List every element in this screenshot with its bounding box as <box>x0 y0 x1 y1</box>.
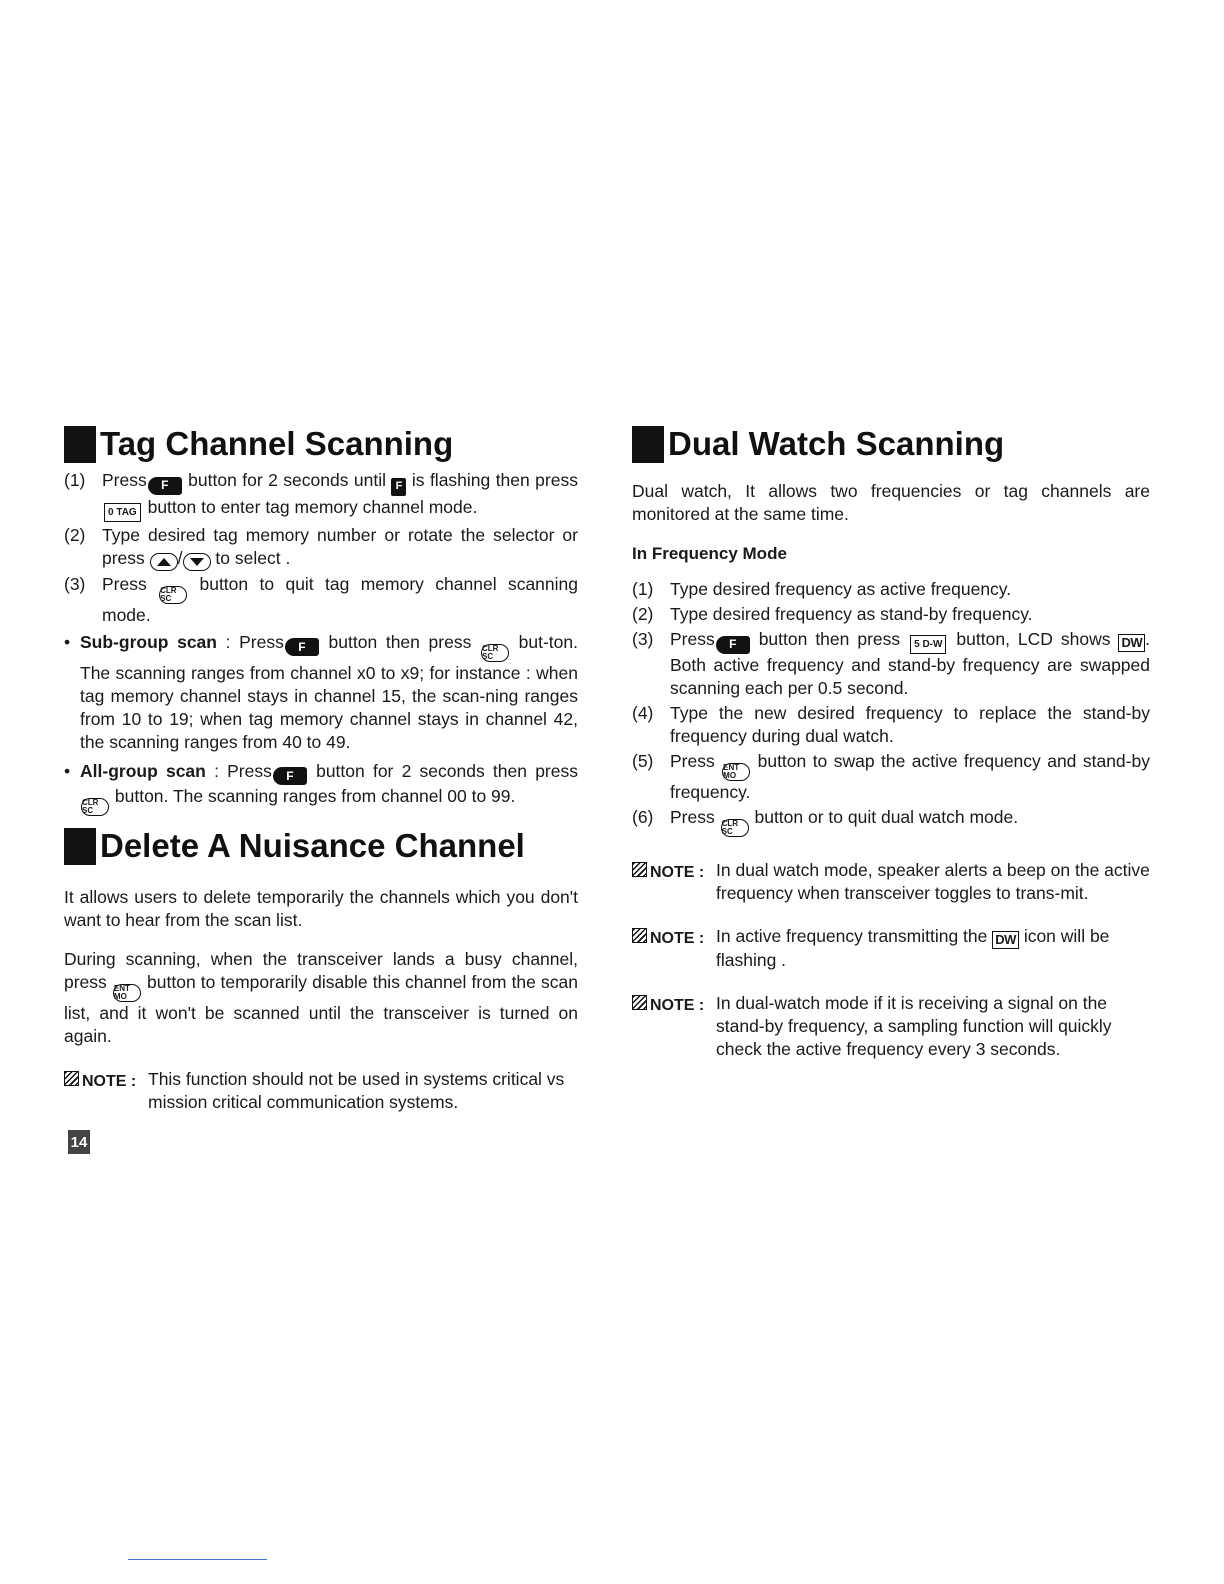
ent-mo-key-icon: ENT MO <box>113 984 141 1002</box>
tag-step-2: (2) Type desired tag memory number or rotate the selector or press / to select . <box>64 524 578 571</box>
up-arrow-key-icon <box>150 553 178 571</box>
tag-step-3: (3) Press CLR SC button to quit tag memory channel scanning mode. <box>64 573 578 625</box>
dw-step-6: (6) Press CLR SC button or to quit dual watch mode. <box>632 807 1019 836</box>
note-icon <box>64 1071 79 1086</box>
dw-note-1: NOTE : In dual watch mode, speaker alerts a beep on the active frequency when transceiver toggles to trans-mit. <box>632 859 1150 905</box>
clr-sc-key-icon: CLR SC <box>159 586 187 604</box>
f-key-icon: F <box>716 636 750 654</box>
bottom-rule <box>128 1559 267 1560</box>
dw-step-2: (2) Type desired frequency as stand-by frequency. <box>632 604 1033 624</box>
right-column <box>632 424 1150 1061</box>
note-icon <box>632 862 647 877</box>
dw-step-1: (1) Type desired frequency as active frequency. <box>632 579 1012 599</box>
dw-step-5: (5) Press ENT MO button to swap the active frequency and stand-by frequency. <box>632 751 1150 802</box>
delete-instructions: During scanning, when the transceiver lands a busy channel, press ENT MO button to temporarily disable this channel from the scan list, and it won't be scanned until the transceiver is turned on again. <box>64 949 578 1046</box>
frequency-mode-subheading: In Frequency Mode <box>632 544 787 563</box>
dual-watch-heading: Dual Watch Scanning <box>632 424 1150 464</box>
heading-marker <box>64 426 96 463</box>
down-arrow-key-icon <box>183 553 211 571</box>
clr-sc-key-icon: CLR SC <box>721 819 749 837</box>
dw-note-2: NOTE : In active frequency transmitting the DW icon will be flashing . <box>632 925 1150 972</box>
dw-step-4: (4) Type the new desired frequency to replace the stand-by frequency during dual watch. <box>632 703 1150 746</box>
heading-marker <box>64 828 96 865</box>
clr-sc-key-icon: CLR SC <box>481 644 509 662</box>
heading-marker <box>632 426 664 463</box>
dw-key-icon: 5 D-W <box>910 635 946 654</box>
tag-scanning-heading: Tag Channel Scanning <box>64 424 578 464</box>
note-icon <box>632 995 647 1010</box>
left-column <box>64 424 578 1114</box>
delete-note: NOTE : This function should not be used in systems critical vs mission critical communication systems. <box>64 1068 578 1114</box>
dual-watch-intro: Dual watch, It allows two frequencies or tag channels are monitored at the same time. <box>632 481 1150 524</box>
f-indicator-icon: F <box>391 478 406 496</box>
note-icon <box>632 928 647 943</box>
delete-nuisance-heading: Delete A Nuisance Channel <box>64 826 578 866</box>
ent-mo-key-icon: ENT MO <box>722 763 750 781</box>
dw-note-3: NOTE : In dual-watch mode if it is receiving a signal on the stand-by frequency, a sampling function will quickly check the active frequency every 3 seconds. <box>632 992 1150 1061</box>
dw-step-3: (3) Press F button then press 5 D-W button, LCD shows DW . Both active frequency and stand-by frequency are swapped scanning each per 0.5 second. <box>632 629 1150 698</box>
tag-step-1: (1) Press F button for 2 seconds until F is flashing then press0 TAG button to enter tag memory channel mode. <box>64 469 578 522</box>
f-key-icon: F <box>285 638 319 656</box>
delete-intro: It allows users to delete temporarily the channels which you don't want to hear from the scan list. <box>64 887 578 930</box>
f-key-icon: F <box>148 477 182 495</box>
tag-key-icon: 0 TAG <box>104 503 141 522</box>
all-group-scan-item: • All-group scan : Press F button for 2 seconds then press CLR SC button. The scanning ranges from channel 00 to 99. <box>64 760 578 815</box>
page-number: 14 <box>68 1130 90 1154</box>
dw-lcd-icon: DW <box>1118 634 1145 652</box>
tag-steps <box>64 469 578 816</box>
clr-sc-key-icon: CLR SC <box>81 798 109 816</box>
dual-watch-steps <box>632 578 1150 837</box>
f-key-icon: F <box>273 767 307 785</box>
dw-lcd-icon: DW <box>992 931 1019 949</box>
sub-group-scan-item: • Sub-group scan : Press F button then press CLR SC but-ton. The scanning ranges from channel x0 to x9; for instance : when tag memory channel stays in channel 15, the scan-ning ranges from 10 to 19; when tag memory channel stays in channel 42, the scanning ranges from 40 to 49. <box>64 631 578 752</box>
